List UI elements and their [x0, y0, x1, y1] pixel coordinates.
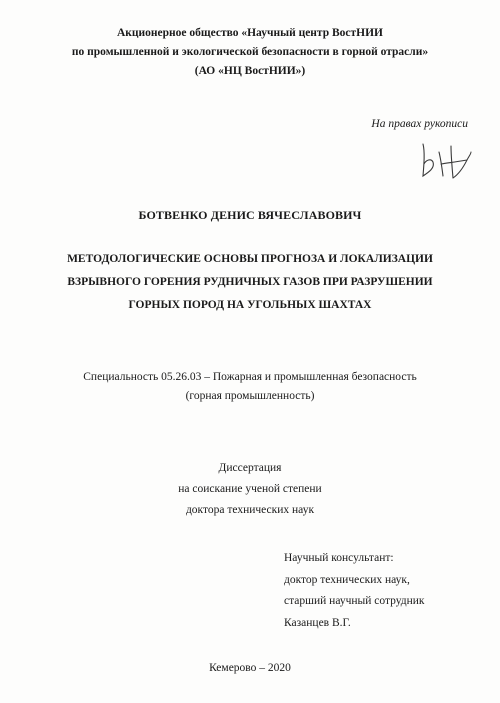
author-name: БОТВЕНКО ДЕНИС ВЯЧЕСЛАВОВИЧ	[138, 208, 362, 222]
consultant-line: Казанцев В.Г.	[284, 616, 351, 629]
dissertation-title	[0, 248, 500, 317]
consultant-line: Научный консультант:	[284, 552, 394, 564]
consultant-line: доктор технических наук,	[284, 573, 410, 586]
handwritten-signature-icon	[415, 138, 473, 182]
scientific-consultant	[284, 548, 425, 634]
organization-line: (АО «НЦ ВостНИИ»)	[194, 65, 306, 77]
manuscript-note: На правах рукописи	[371, 118, 468, 130]
consultant-line: старший научный сотрудник	[284, 595, 425, 607]
organization-line: Акционерное общество «Научный центр ВостНИИ	[116, 27, 383, 39]
degree-line: Диссертация	[218, 462, 282, 474]
specialty-line: Специальность 05.26.03 – Пожарная и промышленная безопасность	[83, 371, 417, 383]
degree-block	[0, 458, 500, 521]
specialty-line: (горная промышленность)	[185, 390, 315, 402]
specialty-block	[0, 368, 500, 406]
degree-line: доктора технических наук	[185, 504, 315, 516]
degree-line: на соискание ученой степени	[178, 483, 322, 495]
title-line: ВЗРЫВНОГО ГОРЕНИЯ РУДНИЧНЫХ ГАЗОВ ПРИ РАЗРУШЕНИИ	[67, 276, 433, 288]
city-year: Кемерово – 2020	[209, 662, 291, 674]
organization-header	[0, 24, 500, 81]
title-line: МЕТОДОЛОГИЧЕСКИЕ ОСНОВЫ ПРОГНОЗА И ЛОКАЛИЗАЦИИ	[67, 253, 433, 265]
organization-line: по промышленной и экологической безопасности в горной отрасли»	[71, 46, 429, 58]
title-line: ГОРНЫХ ПОРОД НА УГОЛЬНЫХ ШАХТАХ	[128, 299, 372, 311]
